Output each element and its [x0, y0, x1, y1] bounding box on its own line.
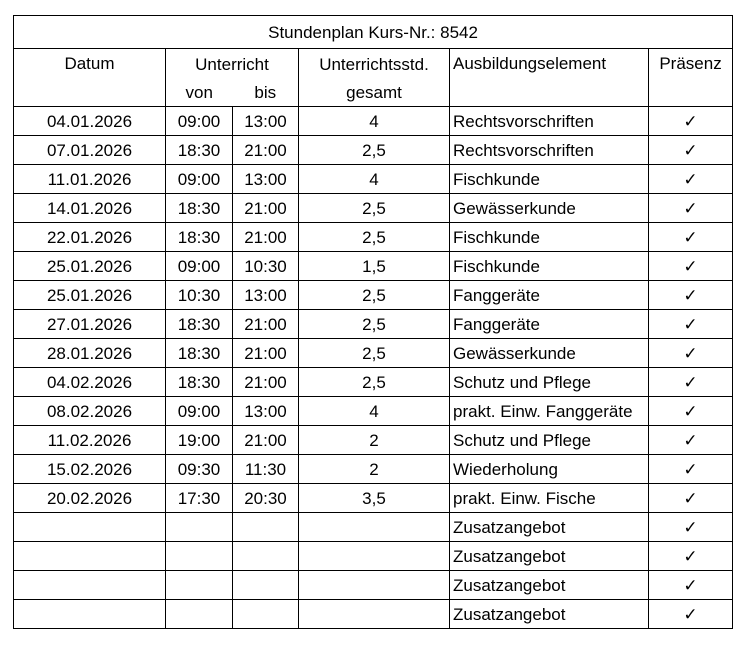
row-praesenz-check: ✓ [649, 281, 733, 310]
row-datum [14, 571, 166, 600]
row-bis: 21:00 [233, 136, 299, 165]
table-row [14, 600, 733, 629]
schedule-table [13, 15, 733, 629]
row-von [166, 542, 233, 571]
row-praesenz-check: ✓ [649, 397, 733, 426]
row-datum: 25.01.2026 [14, 252, 166, 281]
row-von: 09:00 [166, 252, 233, 281]
table-row [14, 542, 733, 571]
row-praesenz-check: ✓ [649, 136, 733, 165]
table-row [14, 165, 733, 194]
row-unterrichtsstunden: 2,5 [299, 281, 450, 310]
row-datum: 11.01.2026 [14, 165, 166, 194]
row-bis: 21:00 [233, 194, 299, 223]
row-praesenz-check: ✓ [649, 542, 733, 571]
row-praesenz-check: ✓ [649, 368, 733, 397]
row-datum: 15.02.2026 [14, 455, 166, 484]
row-datum: 07.01.2026 [14, 136, 166, 165]
row-von [166, 571, 233, 600]
table-row [14, 368, 733, 397]
row-praesenz-check: ✓ [649, 571, 733, 600]
row-von [166, 600, 233, 629]
row-von: 18:30 [166, 339, 233, 368]
row-von: 09:00 [166, 165, 233, 194]
row-von: 09:00 [166, 397, 233, 426]
row-unterrichtsstunden: 4 [299, 397, 450, 426]
header-bis: bis [233, 79, 299, 107]
row-bis: 21:00 [233, 223, 299, 252]
row-ausbildungselement: Gewässerkunde [450, 339, 649, 368]
table-row [14, 223, 733, 252]
row-ausbildungselement: Fanggeräte [450, 281, 649, 310]
row-unterrichtsstunden: 4 [299, 165, 450, 194]
row-bis: 11:30 [233, 455, 299, 484]
row-von: 17:30 [166, 484, 233, 513]
row-datum: 08.02.2026 [14, 397, 166, 426]
row-unterrichtsstunden: 2,5 [299, 310, 450, 339]
row-bis: 10:30 [233, 252, 299, 281]
row-datum: 25.01.2026 [14, 281, 166, 310]
row-datum: 28.01.2026 [14, 339, 166, 368]
row-von: 09:30 [166, 455, 233, 484]
row-unterrichtsstunden: 2 [299, 426, 450, 455]
row-von: 18:30 [166, 194, 233, 223]
row-bis [233, 513, 299, 542]
row-praesenz-check: ✓ [649, 426, 733, 455]
row-bis: 13:00 [233, 165, 299, 194]
row-bis: 21:00 [233, 339, 299, 368]
header-gesamt: gesamt [299, 79, 450, 107]
row-praesenz-check: ✓ [649, 252, 733, 281]
row-von: 18:30 [166, 368, 233, 397]
row-unterrichtsstunden [299, 513, 450, 542]
row-ausbildungselement: Schutz und Pflege [450, 426, 649, 455]
row-unterrichtsstunden [299, 542, 450, 571]
row-praesenz-check: ✓ [649, 513, 733, 542]
row-praesenz-check: ✓ [649, 107, 733, 136]
row-bis [233, 542, 299, 571]
row-bis: 13:00 [233, 107, 299, 136]
row-bis: 20:30 [233, 484, 299, 513]
row-praesenz-check: ✓ [649, 165, 733, 194]
row-unterrichtsstunden: 2,5 [299, 339, 450, 368]
row-von: 18:30 [166, 136, 233, 165]
row-unterrichtsstunden: 4 [299, 107, 450, 136]
row-praesenz-check: ✓ [649, 339, 733, 368]
row-praesenz-check: ✓ [649, 600, 733, 629]
table-row [14, 194, 733, 223]
row-bis [233, 600, 299, 629]
row-unterrichtsstunden: 2,5 [299, 136, 450, 165]
table-row [14, 107, 733, 136]
row-ausbildungselement: Rechtsvorschriften [450, 136, 649, 165]
row-bis: 13:00 [233, 397, 299, 426]
row-ausbildungselement: Fischkunde [450, 223, 649, 252]
table-row [14, 136, 733, 165]
row-unterrichtsstunden: 2 [299, 455, 450, 484]
header-von: von [166, 79, 233, 107]
table-row [14, 455, 733, 484]
row-von: 19:00 [166, 426, 233, 455]
table-row [14, 513, 733, 542]
row-unterrichtsstunden: 2,5 [299, 223, 450, 252]
row-datum: 20.02.2026 [14, 484, 166, 513]
row-von: 10:30 [166, 281, 233, 310]
row-ausbildungselement: Fischkunde [450, 252, 649, 281]
header-unterricht: Unterricht [166, 49, 299, 80]
row-unterrichtsstunden: 3,5 [299, 484, 450, 513]
row-datum [14, 600, 166, 629]
row-bis: 21:00 [233, 368, 299, 397]
row-unterrichtsstunden [299, 600, 450, 629]
row-unterrichtsstunden: 2,5 [299, 368, 450, 397]
row-ausbildungselement: Zusatzangebot [450, 600, 649, 629]
table-row [14, 484, 733, 513]
row-ausbildungselement: Wiederholung [450, 455, 649, 484]
row-datum: 11.02.2026 [14, 426, 166, 455]
schedule-body [14, 107, 733, 629]
row-ausbildungselement: Fanggeräte [450, 310, 649, 339]
table-row [14, 281, 733, 310]
table-row [14, 252, 733, 281]
row-ausbildungselement: Zusatzangebot [450, 571, 649, 600]
row-praesenz-check: ✓ [649, 223, 733, 252]
row-unterrichtsstunden: 2,5 [299, 194, 450, 223]
row-bis [233, 571, 299, 600]
row-ausbildungselement: prakt. Einw. Fanggeräte [450, 397, 649, 426]
table-row [14, 339, 733, 368]
header-unterrichtsstunden: Unterrichtsstd. [299, 49, 450, 80]
row-datum [14, 513, 166, 542]
row-ausbildungselement: Fischkunde [450, 165, 649, 194]
schedule-title: Stundenplan Kurs-Nr.: 8542 [14, 16, 733, 49]
row-bis: 21:00 [233, 426, 299, 455]
row-von [166, 513, 233, 542]
row-ausbildungselement: Zusatzangebot [450, 513, 649, 542]
row-ausbildungselement: Rechtsvorschriften [450, 107, 649, 136]
row-datum: 27.01.2026 [14, 310, 166, 339]
row-unterrichtsstunden: 1,5 [299, 252, 450, 281]
row-unterrichtsstunden [299, 571, 450, 600]
table-row [14, 397, 733, 426]
row-von: 18:30 [166, 223, 233, 252]
row-praesenz-check: ✓ [649, 484, 733, 513]
row-bis: 13:00 [233, 281, 299, 310]
header-ausbildungselement: Ausbildungselement [450, 49, 649, 107]
row-ausbildungselement: Gewässerkunde [450, 194, 649, 223]
row-praesenz-check: ✓ [649, 310, 733, 339]
table-row [14, 426, 733, 455]
row-ausbildungselement: Zusatzangebot [450, 542, 649, 571]
row-ausbildungselement: Schutz und Pflege [450, 368, 649, 397]
row-bis: 21:00 [233, 310, 299, 339]
row-datum [14, 542, 166, 571]
row-praesenz-check: ✓ [649, 455, 733, 484]
row-datum: 04.02.2026 [14, 368, 166, 397]
header-praesenz: Präsenz [649, 49, 733, 107]
row-ausbildungselement: prakt. Einw. Fische [450, 484, 649, 513]
row-datum: 14.01.2026 [14, 194, 166, 223]
row-datum: 04.01.2026 [14, 107, 166, 136]
table-row [14, 571, 733, 600]
row-datum: 22.01.2026 [14, 223, 166, 252]
row-von: 18:30 [166, 310, 233, 339]
row-praesenz-check: ✓ [649, 194, 733, 223]
row-von: 09:00 [166, 107, 233, 136]
table-row [14, 310, 733, 339]
header-datum: Datum [14, 49, 166, 107]
